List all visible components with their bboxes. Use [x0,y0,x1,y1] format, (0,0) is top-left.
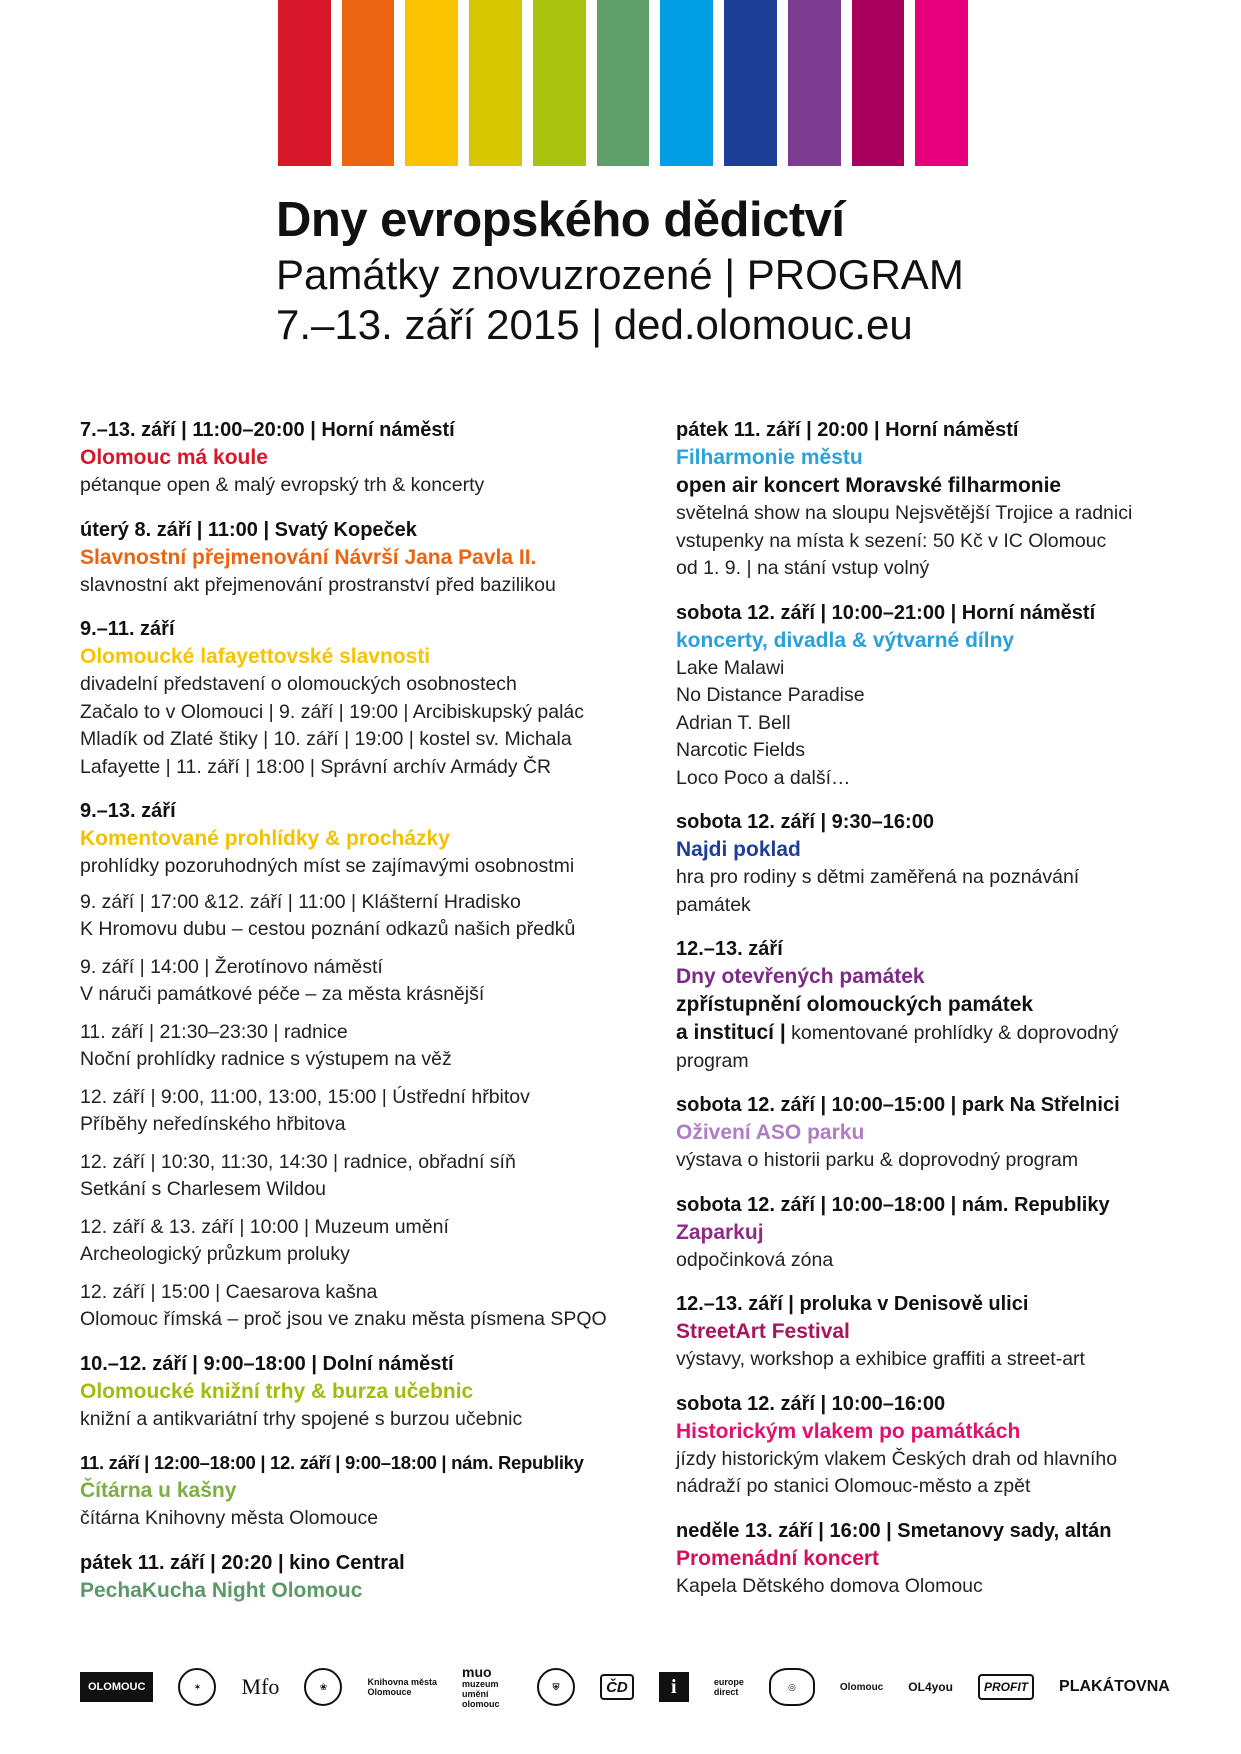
profit-logo: PROFIT [978,1674,1034,1700]
event-head: pátek 11. září | 20:20 | kino Central [80,1551,405,1574]
event-desc: slavnostní akt přejmenování prostranství před bazilikou [80,573,556,596]
event-line: Lafayette | 11. září | 18:00 | Správní archív Armády ČR [80,755,552,778]
event-name: Oživení ASO parku [676,1121,865,1144]
tour-what: Noční prohlídky radnice s výstupem na věž [80,1048,452,1070]
page-title: Dny evropského dědictví [276,193,845,247]
event-zaparkuj [676,1191,1196,1275]
event-citarna [80,1449,660,1533]
event-desc: čítárna Knihovny města Olomouce [80,1507,379,1529]
event-head: sobota 12. září | 9:30–16:00 [676,811,934,833]
event-olomouc-ma-koule [80,416,660,500]
event-head: sobota 12. září | 10:00–18:00 | nám. Republiky [676,1193,1110,1216]
event-desc: pétanque open & malý evropský trh & koncerty [80,474,485,496]
event-pechakucha [80,1549,660,1605]
tour-when: 12. září | 10:30, 11:30, 14:30 | radnice, obřadní síň [80,1150,516,1173]
tour-when: 12. září | 15:00 | Caesarova kašna [80,1280,378,1303]
tour-item [80,954,660,1009]
event-name: Historickým vlakem po památkách [676,1419,1021,1443]
event-desc-rest: komentované prohlídky & doprovodný program [676,1022,1119,1072]
tour-item [80,1279,660,1334]
event-line: Narcotic Fields [676,739,805,761]
event-name: Čítárna u kašny [80,1479,237,1502]
event-head: pátek 11. září | 20:00 | Horní náměstí [676,419,1019,441]
event-desc [676,1019,1196,1075]
europe-logo-line2: direct [713,1687,739,1697]
event-name: koncerty, divadla & výtvarné dílny [676,628,1015,652]
event-line: památek [676,893,751,916]
program-right-column [676,416,1196,1616]
event-oziveni-aso-parku [676,1091,1196,1175]
tour-what: V náruči památkové péče – za města krásnější [80,983,485,1005]
event-desc: prohlídky pozoruhodných míst se zajímavými osobnostmi [80,855,575,877]
event-name: Komentované prohlídky & procházky [80,827,450,850]
event-head: 7.–13. září | 11:00–20:00 | Horní náměstí [80,419,455,441]
event-koncerty-divadla [676,599,1196,793]
event-head: sobota 12. září | 10:00–15:00 | park Na Střelnici [676,1094,1120,1116]
event-head: 12.–13. září [676,938,783,960]
olomouc-logo: OLOMOUC [80,1672,153,1702]
event-line: od 1. 9. | na stání vstup volný [676,557,930,579]
page-subtitle: Památky znovuzrozené | PROGRAM [276,250,964,298]
page-dates: 7.–13. září 2015 | ded.olomouc.eu [276,301,913,349]
tour-when: 11. září | 21:30–23:30 | radnice [80,1020,348,1043]
event-subtitle: open air koncert Moravské filharmonie [676,474,1062,497]
info-logo: i [659,1672,689,1702]
event-desc: Kapela Dětského domova Olomouc [676,1574,983,1597]
event-desc: odpočinková zóna [676,1248,834,1271]
event-name: Slavnostní přejmenování Návrší Jana Pavla II. [80,545,537,569]
stripe-4 [469,0,522,166]
event-line: Lake Malawi [676,656,785,679]
event-head: neděle 13. září | 16:00 | Smetanovy sady, altán [676,1519,1112,1542]
partner-logos [80,1664,1170,1710]
cd-logo: ČD [600,1674,634,1700]
event-lafayettovske-slavnosti [80,615,660,781]
event-head: 9.–11. září [80,618,175,640]
stripe-6 [597,0,650,166]
event-name: Najdi poklad [676,838,801,861]
event-name: Olomoucké lafayettovské slavnosti [80,645,431,668]
event-desc: knižní a antikvariátní trhy spojené s burzou učebnic [80,1407,523,1430]
crest-logo: ⛨ [537,1668,575,1706]
tour-what: Setkání s Charlesem Wildou [80,1178,327,1200]
event-subtitle-2: a institucí | [676,1021,786,1044]
event-historicky-vlak [676,1390,1196,1501]
event-knizni-trhy [80,1350,660,1434]
stripe-10 [852,0,905,166]
program-left-column [80,416,660,1621]
tour-item [80,1149,660,1204]
tour-what: Archeologický průzkum proluky [80,1243,350,1265]
event-promenadni-koncert [676,1517,1196,1601]
event-desc: výstava o historii parku & doprovodný program [676,1149,1079,1171]
stripe-9 [788,0,841,166]
tour-when: 9. září | 14:00 | Žerotínovo náměstí [80,955,383,978]
event-line: No Distance Paradise [676,684,865,706]
event-line: Začalo to v Olomouci | 9. září | 19:00 | Arcibiskupský palác [80,700,585,723]
event-name: Zaparkuj [676,1220,764,1244]
event-line: hra pro rodiny s dětmi zaměřená na poznávání [676,866,1080,888]
event-line: jízdy historickým vlakem Českých drah od hlavního [676,1447,1118,1470]
event-name: Olomoucké knižní trhy & burza učebnic [80,1379,474,1403]
tour-when: 9. září | 17:00 &12. září | 11:00 | Klášterní Hradisko [80,890,521,913]
event-name: Olomouc má koule [80,446,268,469]
event-line: světelná show na sloupu Nejsvětější Trojice a radnici [676,502,1133,524]
olomouc-region-logo: Olomouc [839,1681,884,1693]
tour-item [80,1019,660,1074]
tour-what: K Hromovu dubu – cestou poznání odkazů našich předků [80,918,576,940]
tour-item [80,1214,660,1269]
muo-logo-line1: muo [462,1664,492,1680]
event-name: Dny otevřených památek [676,965,925,988]
stripe-5 [533,0,586,166]
stripe-7 [660,0,713,166]
event-name: PechaKucha Night Olomouc [80,1578,363,1602]
event-line: vstupenky na místa k sezení: 50 Kč v IC Olomouc [676,529,1107,552]
event-komentovane-prohlidky [80,797,660,1334]
knihovna-logo-line1: Knihovna města [367,1677,437,1687]
event-head: sobota 12. září | 10:00–16:00 [676,1392,946,1415]
flora-logo: ❀ [304,1668,342,1706]
event-head: 10.–12. září | 9:00–18:00 | Dolní náměstí [80,1352,454,1375]
event-dny-otevrenych-pamatek [676,935,1196,1075]
tour-what: Olomouc římská – proč jsou ve znaku města písmena SPQO [80,1308,607,1330]
event-desc: výstavy, workshop a exhibice graffiti a street-art [676,1348,1085,1370]
muo-logo-line2: muzeum umění olomouc [462,1679,500,1709]
mfo-logo: Mfo [241,1674,280,1699]
europe-logo-line1: europe [713,1677,744,1687]
event-filharmonie [676,416,1196,583]
event-najdi-poklad [676,808,1196,919]
event-head: sobota 12. září | 10:00–21:00 | Horní náměstí [676,601,1096,624]
oval-logo: ◎ [769,1668,815,1706]
tour-item [80,1084,660,1139]
plakatovna-logo: PLAKÁTOVNA [1059,1678,1170,1695]
event-line: divadelní představení o olomouckých osobnostech [80,673,517,695]
color-stripes [278,0,968,166]
event-streetart [676,1290,1196,1374]
tour-what: Příběhy neředínského hřbitova [80,1113,346,1135]
event-prejmenovani [80,516,660,600]
event-head: úterý 8. září | 11:00 | Svatý Kopeček [80,518,417,541]
event-name: StreetArt Festival [676,1320,850,1343]
stripe-3 [405,0,458,166]
stripe-2 [342,0,395,166]
muo-logo [462,1664,512,1709]
event-line: Adrian T. Bell [676,711,791,734]
event-name: Filharmonie městu [676,446,863,469]
event-line: nádraží po stanici Olomouc-město a zpět [676,1475,1031,1497]
ol4you-logo: OL4you [908,1680,953,1694]
knihovna-logo [367,1668,437,1706]
event-head: 12.–13. září | proluka v Denisově ulici [676,1293,1029,1315]
stars-logo: ✶ [178,1668,216,1706]
europe-direct-logo [714,1668,744,1706]
event-name: Promenádní koncert [676,1546,880,1570]
stripe-11 [915,0,968,166]
tour-item [80,889,660,944]
tour-when: 12. září & 13. září | 10:00 | Muzeum umění [80,1215,449,1238]
event-line: Mladík od Zlaté štiky | 10. září | 19:00 | kostel sv. Michala [80,728,572,750]
event-head: 11. září | 12:00–18:00 | 12. září | 9:00–18:00 | nám. Republiky [80,1452,584,1473]
knihovna-logo-line2: Olomouce [367,1687,412,1697]
event-subtitle: zpřístupnění olomouckých památek [676,993,1034,1016]
header [276,193,996,351]
stripe-8 [724,0,777,166]
tour-when: 12. září | 9:00, 11:00, 13:00, 15:00 | Ústřední hřbitov [80,1085,530,1108]
event-head: 9.–13. září [80,800,176,822]
stripe-1 [278,0,331,166]
event-line: Loco Poco a další… [676,766,851,789]
